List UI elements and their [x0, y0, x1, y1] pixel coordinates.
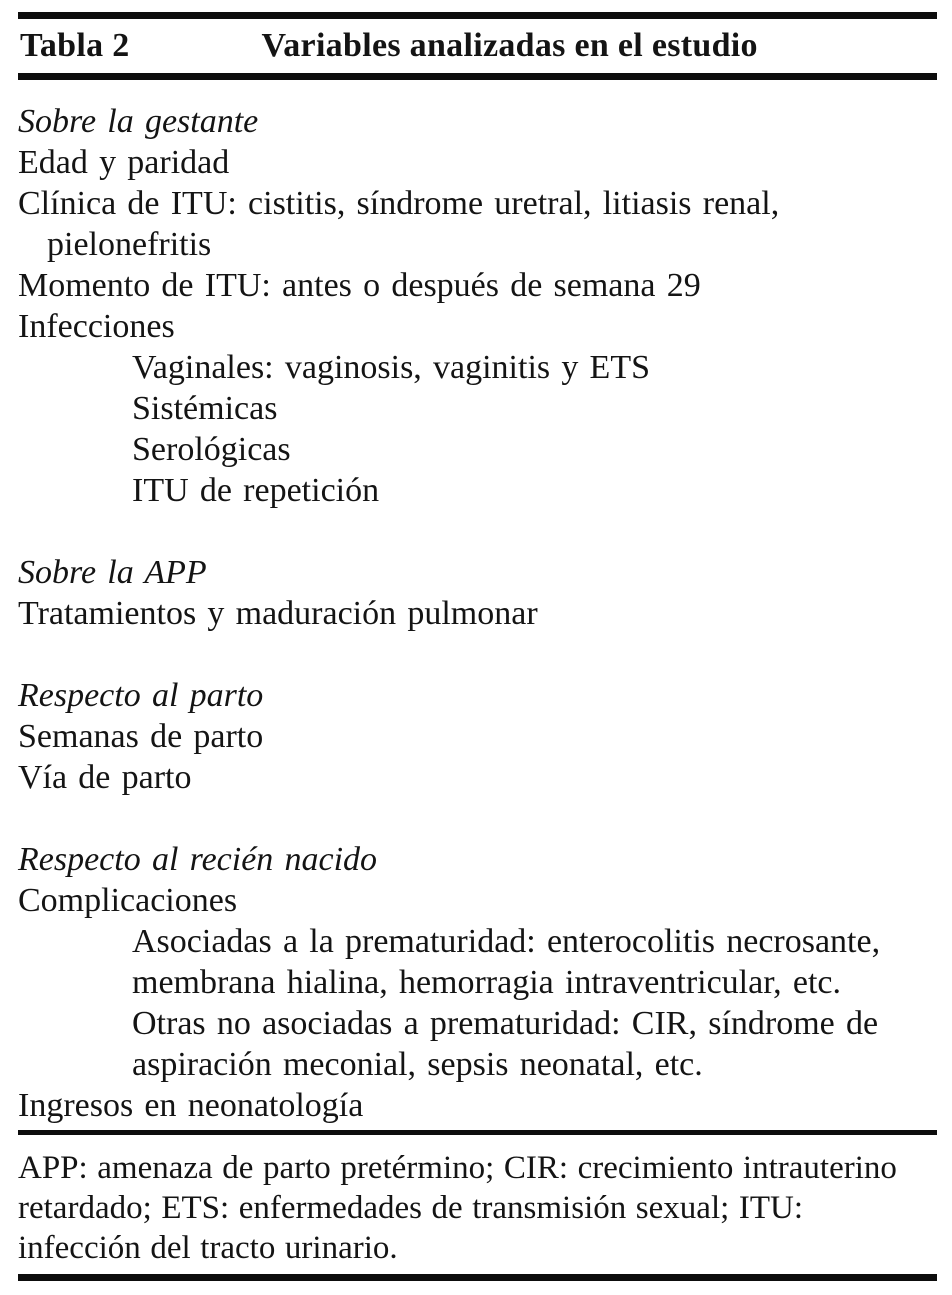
- variable-line: Clínica de ITU: cistitis, síndrome uretral, litiasis renal,: [18, 185, 780, 222]
- section-heading: Respecto al recién nacido: [18, 841, 378, 878]
- variable-line: Complicaciones: [18, 882, 238, 919]
- table-body: [0, 80, 952, 1130]
- table-footnote: [0, 1135, 952, 1274]
- variable-line: Ingresos en neonatología: [18, 1087, 364, 1124]
- footnote-line: APP: amenaza de parto pretérmino; CIR: crecimiento intrauterino: [18, 1150, 897, 1186]
- footnote-line: infección del tracto urinario.: [18, 1230, 398, 1266]
- header-bottom-rule: [18, 73, 937, 80]
- variable-line: Sistémicas: [132, 390, 278, 427]
- variable-line: Infecciones: [18, 308, 175, 345]
- section-heading: Sobre la APP: [18, 554, 207, 591]
- variable-line: Vaginales: vaginosis, vaginitis y ETS: [132, 349, 651, 386]
- variable-line: Momento de ITU: antes o después de semana 29: [18, 267, 701, 304]
- bottom-rule: [18, 1274, 937, 1281]
- footnote-line: retardado; ETS: enfermedades de transmisión sexual; ITU:: [18, 1190, 803, 1226]
- variable-line: Serológicas: [132, 431, 291, 468]
- variable-line: Asociadas a la prematuridad: enterocolitis necrosante,: [132, 923, 881, 960]
- variable-line: Edad y paridad: [18, 144, 230, 181]
- table-title: Variables analizadas en el estudio: [261, 27, 758, 64]
- variable-line: ITU de repetición: [132, 472, 380, 509]
- variable-line: Semanas de parto: [18, 718, 264, 755]
- variable-line: pielonefritis: [47, 226, 212, 263]
- variable-line: Otras no asociadas a prematuridad: CIR, síndrome de: [132, 1005, 879, 1042]
- table-header: [20, 19, 937, 73]
- table-section: [18, 101, 937, 511]
- top-rule: [18, 12, 937, 19]
- variable-line: Tratamientos y maduración pulmonar: [18, 595, 538, 632]
- table-label: Tabla 2: [20, 27, 130, 64]
- variable-line: aspiración meconial, sepsis neonatal, etc.: [132, 1046, 703, 1083]
- section-heading: Respecto al parto: [18, 677, 264, 714]
- section-heading: Sobre la gestante: [18, 103, 259, 140]
- table-section: [18, 675, 937, 798]
- table-section: [18, 552, 937, 634]
- table-section: [18, 839, 937, 1126]
- variable-line: membrana hialina, hemorragia intraventricular, etc.: [132, 964, 842, 1001]
- variable-line: Vía de parto: [18, 759, 192, 796]
